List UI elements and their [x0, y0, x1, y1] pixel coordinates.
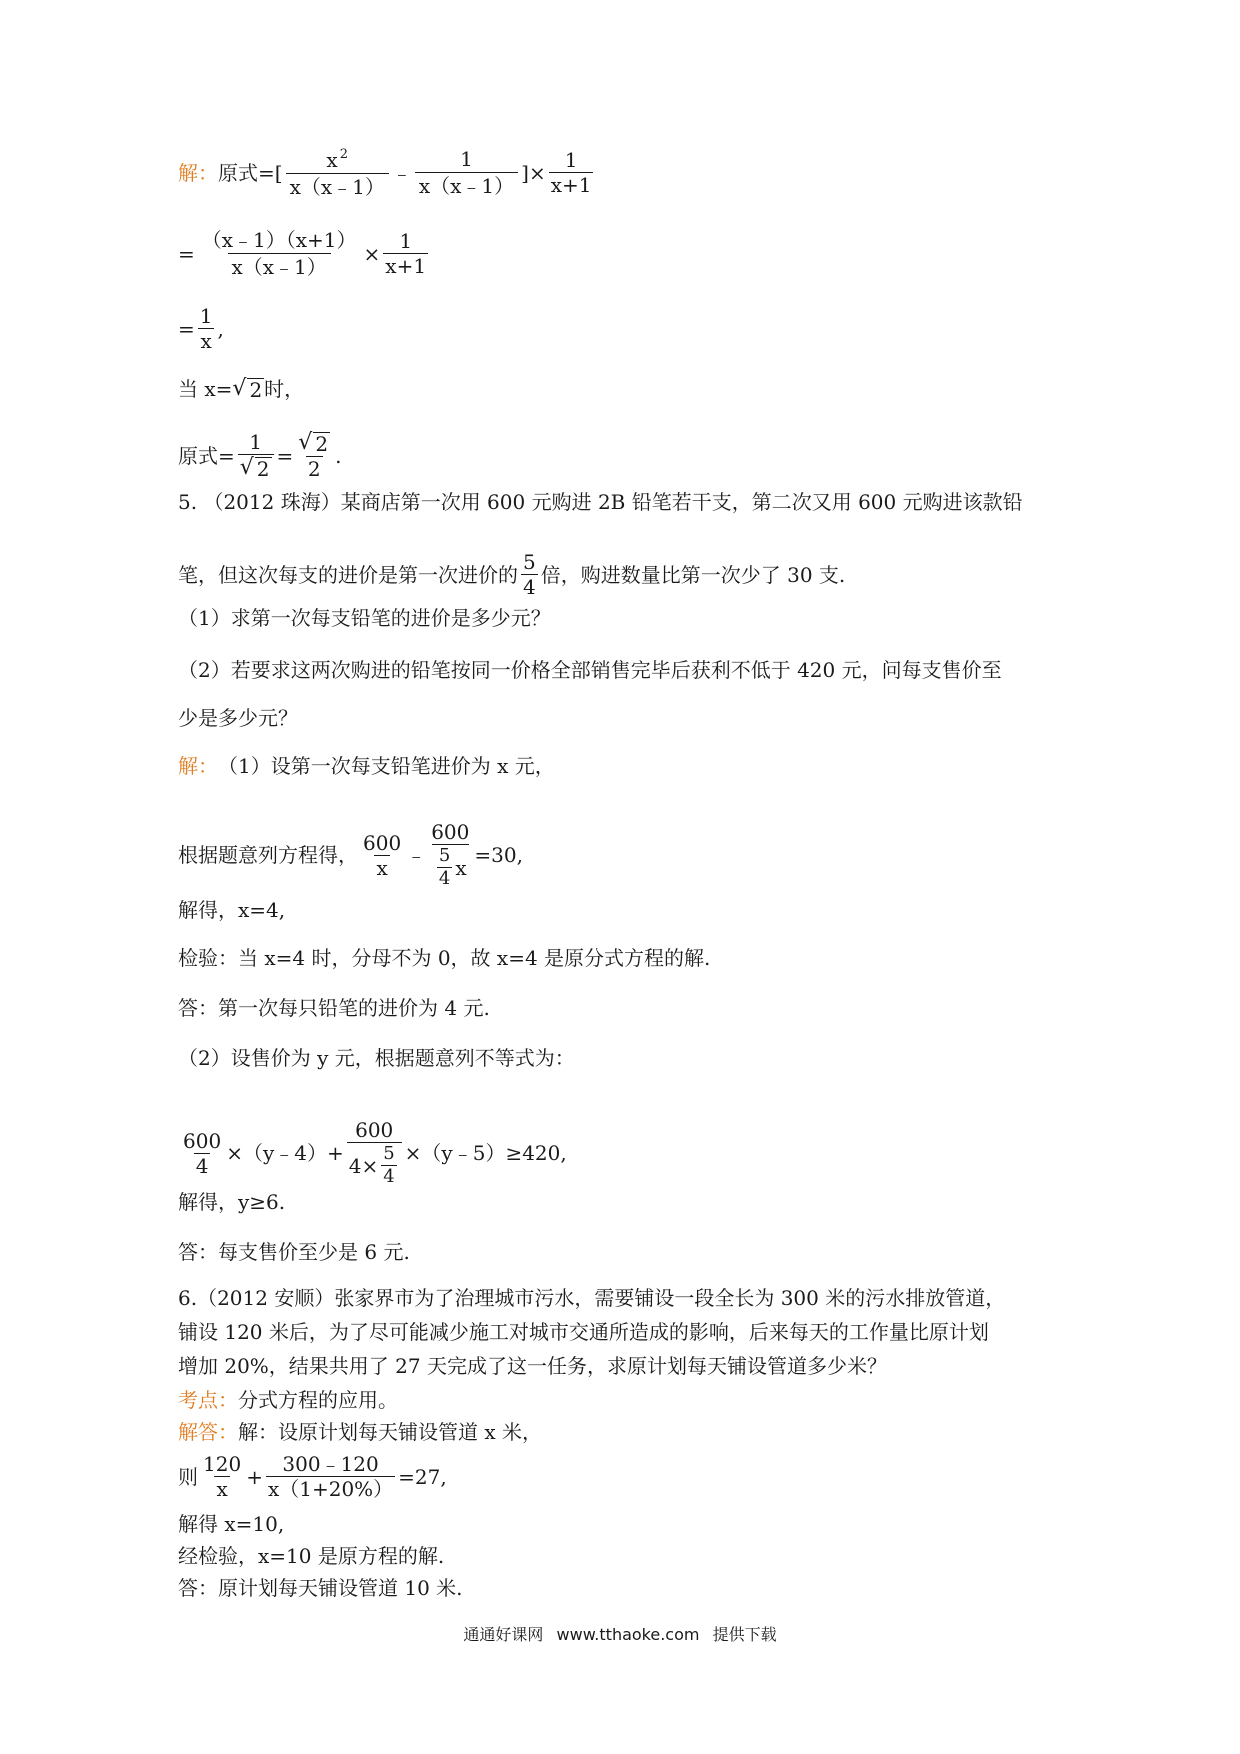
p6-equation-line: 则 $\frac{120}{x}$ + $\frac{300﹣120}{x(1+20\%)}$ =27,	[178, 1452, 447, 1501]
p5-inequality-line: $\frac{600}{4}$ ×（y﹣4）+ 600 4× $\frac{5}{4}$ ×（y﹣5）≥420,	[183, 1118, 567, 1187]
p5-question2-line1: （2）若要求这两次购进的铅笔按同一价格全部销售完毕后获利不低于 420 元，问每支售价至	[178, 658, 1002, 682]
fraction-x2: $\frac{x ^2}{x(x﹣1)}$	[286, 148, 389, 197]
p6-statement-line1: 6.（2012 安顺）张家界市为了治理城市污水，需要铺设一段全长为 300 米的污水排放管道，	[178, 1286, 1006, 1310]
p6-check: 经检验，x=10 是原方程的解.	[178, 1544, 445, 1568]
p4-solution-line1: 解： 原式=[ $\frac{x ^2}{x(x﹣1)}$ ﹣ $\frac{1}{x(x﹣1)}$ ]× $\frac{1}{x+1}$	[178, 147, 592, 199]
p4-when-line: 当 x= √ 2 时，	[178, 376, 305, 402]
kaodian-label: 考点：	[178, 1388, 238, 1412]
p5-question2-line2: 少是多少元？	[178, 706, 298, 730]
solution-label: 解：	[178, 160, 218, 185]
p6-answer: 答：原计划每天铺设管道 10 米.	[178, 1576, 463, 1600]
fraction-factored: $\frac{(x﹣1)(x+1)}{x(x﹣1)}$	[201, 228, 357, 279]
page-footer	[0, 1622, 1240, 1645]
fraction-1-over: $\frac{1}{x(x﹣1)}$	[415, 149, 518, 196]
footer-tail: 提供下载	[712, 1625, 777, 1644]
solution-label: 解：	[178, 754, 218, 778]
p5-statement-line2: 笔，但这次每支的进价是第一次进价的 $\frac{5}{4}$ 倍，购进数量比第一次少了 30 支.	[178, 550, 846, 599]
p5-answer1: 答：第一次每只铅笔的进价为 4 元.	[178, 996, 490, 1020]
p6-statement-line2: 铺设 120 米后，为了尽可能减少施工对城市交通所造成的影响，后来每天的工作量比原计划	[178, 1320, 989, 1344]
p4-solution-line3: = $\frac{1}{x}$ ,	[178, 304, 224, 353]
p5-statement-line1: 5. （2012 珠海）某商店第一次用 600 元购进 2B 铅笔若干支，第二次又用 600 元购进该款铅	[178, 490, 1023, 514]
p6-kaodian: 考点： 分式方程的应用。	[178, 1388, 398, 1412]
p6-statement-line3: 增加 20%，结果共用了 27 天完成了这一任务，求原计划每天铺设管道多少米？	[178, 1354, 887, 1378]
fraction-1-over-x1: $\frac{1}{x+1}$	[550, 148, 592, 197]
p5-solution-part1: 解： （1）设第一次每支铅笔进价为 x 元，	[178, 754, 555, 778]
sqrt-symbol: √ 2	[232, 376, 263, 402]
p5-question1: （1）求第一次每支铅笔的进价是多少元？	[178, 606, 551, 630]
jieda-label: 解答：	[178, 1420, 238, 1444]
p4-solution-line2: = $\frac{(x﹣1)(x+1)}{x(x﹣1)}$ × $\frac{1}{x+1}$	[178, 228, 427, 279]
p5-equation-line: 根据题意列方程得， $\frac{600}{x}$ ﹣ 600 $\frac{5}{4}$ x =30,	[178, 820, 523, 889]
p4-result-line: 原式= 1 √ 2 = √ 2 2 .	[178, 430, 342, 481]
p6-jieda: 解答： 解：设原计划每天铺设管道 x 米，	[178, 1420, 542, 1444]
p5-solve2: 解得，y≥6.	[178, 1190, 286, 1214]
p5-solve1: 解得，x=4,	[178, 898, 286, 922]
p6-solve: 解得 x=10,	[178, 1512, 285, 1536]
p5-solution-part2: （2）设售价为 y 元，根据题意列不等式为：	[178, 1046, 575, 1070]
solution-lead: 原式=[	[218, 160, 283, 185]
p5-check1: 检验：当 x=4 时，分母不为 0，故 x=4 是原分式方程的解.	[178, 946, 711, 970]
p5-answer2: 答：每支售价至少是 6 元.	[178, 1240, 410, 1264]
footer-url-link[interactable]: www.tthaoke.com	[556, 1625, 700, 1644]
footer-site-name: 通通好课网	[463, 1625, 544, 1644]
